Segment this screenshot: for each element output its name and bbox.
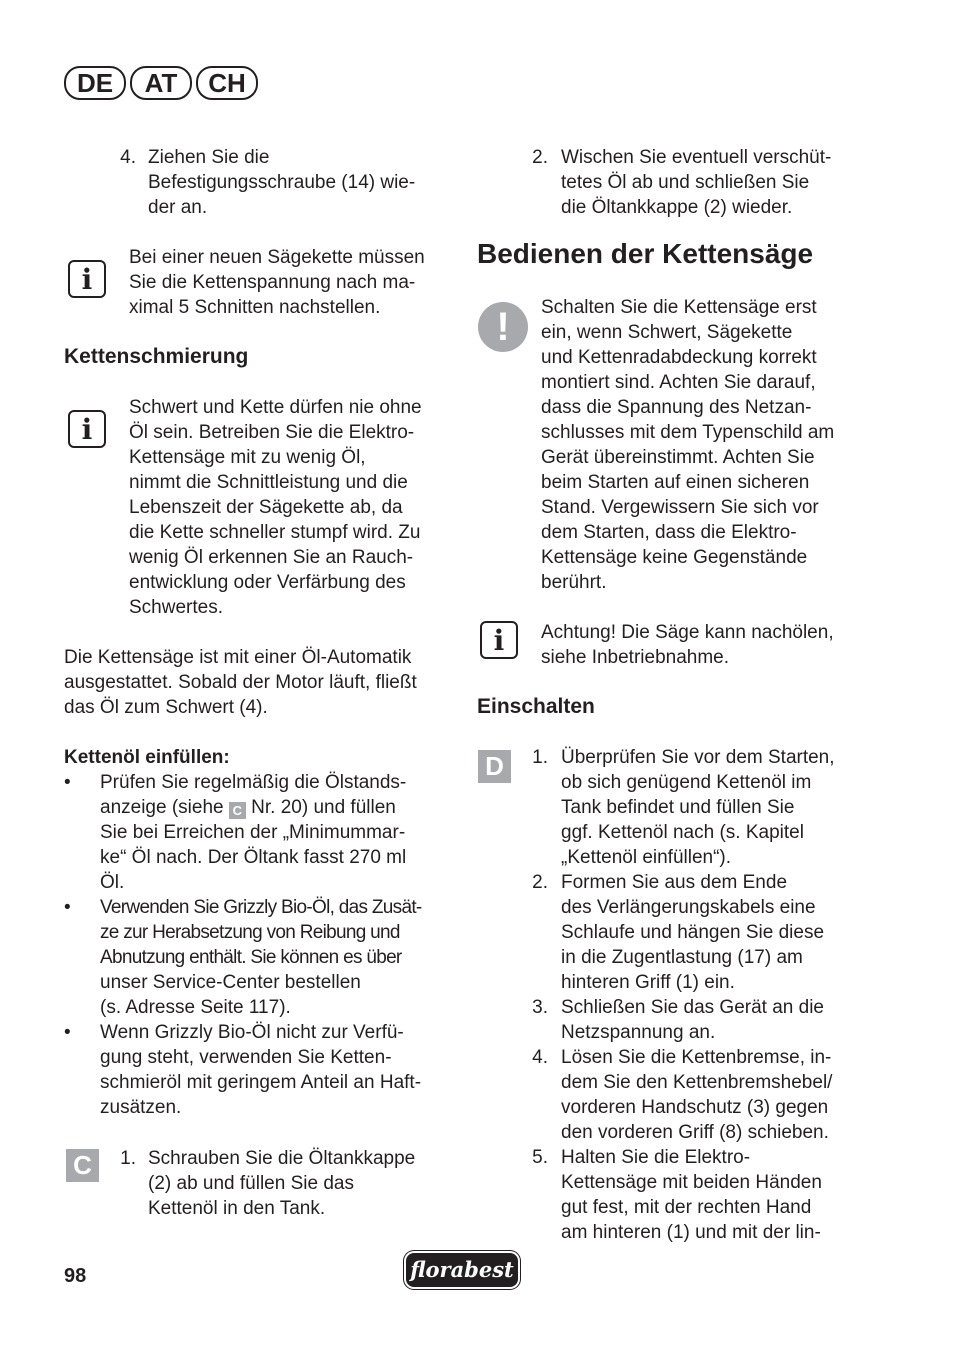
text-line: ggf. Kettenöl nach (s. Kapitel xyxy=(561,822,804,843)
text-line: montiert sind. Achten Sie darauf, xyxy=(541,372,816,393)
text-line: Formen Sie aus dem Ende xyxy=(561,872,788,893)
country-badge-at: AT xyxy=(130,66,192,100)
text-line: Die Kettensäge ist mit einer Öl-Automatik xyxy=(64,647,412,668)
figure-badge-c: C xyxy=(229,802,246,819)
paragraph-oil-automatic xyxy=(64,645,417,720)
text-line: Bei einer neuen Sägekette müssen xyxy=(129,247,425,268)
text-line: Tank befindet und füllen Sie xyxy=(561,797,795,818)
step-number: 4. xyxy=(120,147,136,168)
info-note xyxy=(541,620,834,670)
text-line: Kettensäge mit zu wenig Öl, xyxy=(129,447,366,468)
text-line: Schwertes. xyxy=(129,597,223,618)
florabest-logo: florabest xyxy=(406,1253,518,1287)
text-line: beim Starten auf einen sicheren xyxy=(541,472,810,493)
text-line: Prüfen Sie regelmäßig die Ölstands- xyxy=(100,772,407,793)
text-line: vorderen Handschutz (3) gegen xyxy=(561,1097,829,1118)
text-line: wenig Öl erkennen Sie an Rauch- xyxy=(129,547,414,568)
text-line: Überprüfen Sie vor dem Starten, xyxy=(561,747,835,768)
step-number: 3. xyxy=(532,997,548,1018)
text-line: Schalten Sie die Kettensäge erst xyxy=(541,297,817,318)
step-number: 5. xyxy=(532,1147,548,1168)
text-line: das Öl zum Schwert (4). xyxy=(64,697,268,718)
text-line: hinteren Griff (1) ein. xyxy=(561,972,735,993)
text-line: (s. Adresse Seite 117). xyxy=(100,997,291,1018)
info-note xyxy=(129,245,425,320)
figure-badge-c: C xyxy=(66,1149,99,1182)
text-line: Lösen Sie die Kettenbremse, in- xyxy=(561,1047,832,1068)
bullet-item xyxy=(100,1020,421,1120)
text-line: Ziehen Sie die xyxy=(148,147,270,168)
step-text xyxy=(561,1145,822,1245)
text-line: gut fest, mit der rechten Hand xyxy=(561,1197,812,1218)
step-text xyxy=(148,145,415,220)
text-span: anzeige (siehe xyxy=(100,797,224,818)
section-title: Bedienen der Kettensäge xyxy=(477,238,814,269)
text-line: dass die Spannung des Netzan- xyxy=(541,397,812,418)
step-number: 2. xyxy=(532,872,548,893)
step-number: 1. xyxy=(120,1148,136,1169)
step-text xyxy=(561,145,831,220)
text-line: berührt. xyxy=(541,572,607,593)
step-text xyxy=(148,1146,415,1221)
text-line xyxy=(100,795,406,820)
text-line: Sie die Kettenspannung nach ma- xyxy=(129,272,416,293)
bullet-marker: • xyxy=(64,772,71,793)
text-line: Abnutzung enthält. Sie können es über xyxy=(100,947,402,968)
text-line: (2) ab und füllen Sie das xyxy=(148,1173,354,1194)
text-line: ke“ Öl nach. Der Öltank fasst 270 ml xyxy=(100,847,407,868)
text-line: Schließen Sie das Gerät an die xyxy=(561,997,824,1018)
step-text xyxy=(561,995,824,1045)
section-heading-einschalten: Einschalten xyxy=(477,695,595,718)
text-line: den vorderen Griff (8) schieben. xyxy=(561,1122,829,1143)
step-text xyxy=(561,870,824,995)
bullet-marker: • xyxy=(64,897,71,918)
text-line: schmieröl mit geringem Anteil an Haft- xyxy=(100,1072,422,1093)
step-text xyxy=(561,1045,832,1145)
text-line: Öl sein. Betreiben Sie die Elektro- xyxy=(129,422,415,443)
text-line: in die Zugentlastung (17) am xyxy=(561,947,803,968)
text-line: Kettensäge keine Gegenstände xyxy=(541,547,808,568)
warning-note xyxy=(541,295,834,595)
subheading-kettenoel: Kettenöl einfüllen: xyxy=(64,747,230,768)
text-line: dem Starten, dass die Elektro- xyxy=(541,522,797,543)
warning-icon: ! xyxy=(478,302,528,352)
text-line: ob sich genügend Kettenöl im xyxy=(561,772,812,793)
text-line: tetes Öl ab und schließen Sie xyxy=(561,172,810,193)
bullet-marker: • xyxy=(64,1022,71,1043)
info-icon: i xyxy=(480,621,518,659)
text-line: Lebenszeit der Sägekette ab, da xyxy=(129,497,403,518)
text-line: Schrauben Sie die Öltankkappe xyxy=(148,1148,416,1169)
text-line: ein, wenn Schwert, Sägekette xyxy=(541,322,793,343)
text-line: nimmt die Schnittleistung und die xyxy=(129,472,408,493)
figure-badge-d: D xyxy=(478,750,511,783)
text-line: schlusses mit dem Typenschild am xyxy=(541,422,835,443)
section-heading-kettenschmierung: Kettenschmierung xyxy=(64,345,249,368)
text-line: Schwert und Kette dürfen nie ohne xyxy=(129,397,422,418)
text-line: ausgestattet. Sobald der Motor läuft, fließt xyxy=(64,672,417,693)
page-number: 98 xyxy=(64,1265,87,1287)
text-line: Kettenöl in den Tank. xyxy=(148,1198,326,1219)
info-note xyxy=(129,395,422,620)
text-line: siehe Inbetriebnahme. xyxy=(541,647,730,668)
text-line: Halten Sie die Elektro- xyxy=(561,1147,751,1168)
text-span: Nr. 20) und füllen xyxy=(251,797,396,818)
text-line: Verwenden Sie Grizzly Bio-Öl, das Zusät- xyxy=(100,897,422,918)
text-line: die Öltankkappe (2) wieder. xyxy=(561,197,793,218)
text-line: und Kettenradabdeckung korrekt xyxy=(541,347,817,368)
text-line: unser Service-Center bestellen xyxy=(100,972,361,993)
text-line: ze zur Herabsetzung von Reibung und xyxy=(100,922,400,943)
text-line: am hinteren (1) und mit der lin- xyxy=(561,1222,821,1243)
text-line: Befestigungsschraube (14) wie- xyxy=(148,172,416,193)
text-line: Wischen Sie eventuell verschüt- xyxy=(561,147,832,168)
text-line: Kettensäge mit beiden Händen xyxy=(561,1172,822,1193)
info-icon: i xyxy=(68,410,106,448)
step-number: 1. xyxy=(532,747,548,768)
bullet-item xyxy=(100,770,406,895)
info-icon: i xyxy=(68,260,106,298)
country-badge-de: DE xyxy=(64,66,126,100)
text-line: Sie bei Erreichen der „Minimummar- xyxy=(100,822,406,843)
country-badge-ch: CH xyxy=(196,66,258,100)
text-line: entwicklung oder Verfärbung des xyxy=(129,572,406,593)
step-text xyxy=(561,745,835,870)
text-line: Netzspannung an. xyxy=(561,1022,716,1043)
text-line: dem Sie den Kettenbremshebel/ xyxy=(561,1072,833,1093)
text-line: Achtung! Die Säge kann nachölen, xyxy=(541,622,834,643)
text-line: Öl. xyxy=(100,872,125,893)
text-line: Gerät übereinstimmt. Achten Sie xyxy=(541,447,815,468)
text-line: des Verlängerungskabels eine xyxy=(561,897,816,918)
step-number: 4. xyxy=(532,1047,548,1068)
text-line: „Kettenöl einfüllen“). xyxy=(561,847,732,868)
text-line: zusätzen. xyxy=(100,1097,182,1118)
text-line: Wenn Grizzly Bio-Öl nicht zur Verfü- xyxy=(100,1022,404,1043)
text-line: Schlaufe und hängen Sie diese xyxy=(561,922,825,943)
step-number: 2. xyxy=(532,147,548,168)
bullet-item xyxy=(100,895,422,1020)
text-line: ximal 5 Schnitten nachstellen. xyxy=(129,297,381,318)
text-line: Stand. Vergewissern Sie sich vor xyxy=(541,497,819,518)
text-line: gung steht, verwenden Sie Ketten- xyxy=(100,1047,392,1068)
text-line: die Kette schneller stumpf wird. Zu xyxy=(129,522,421,543)
text-line: der an. xyxy=(148,197,208,218)
